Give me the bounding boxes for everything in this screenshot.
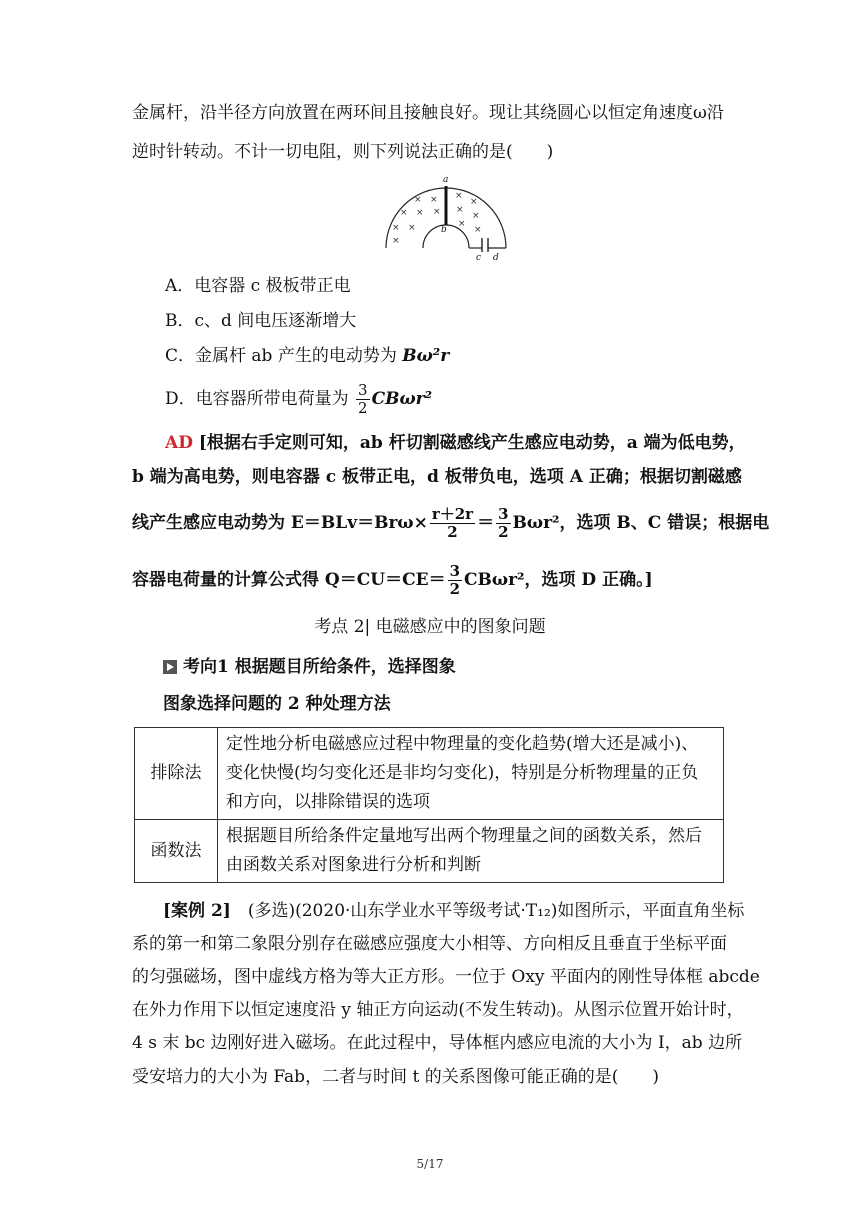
- triangle-bullet-icon: [163, 660, 177, 674]
- question-text-line-1: 金属杆，沿半径方向放置在两环间且接触良好。现让其绕圆心以恒定角速度ω沿: [132, 103, 724, 123]
- field-cross: ×: [472, 211, 480, 221]
- answer-line-3: 线产生感应电动势为 E＝BLv＝Brω× $\frac{r+2r}{2}$ ＝ $\frac{3}{2}$ Bωr²，选项 B、C 错误；根据电: [132, 505, 770, 541]
- method-name: 函数法: [135, 820, 218, 883]
- table-row: [135, 728, 724, 820]
- answer-line-2: b 端为高电势，则电容器 c 板带正电，d 板带负电，选项 A 正确；根据切割磁感: [132, 467, 742, 487]
- option-c: [165, 345, 449, 367]
- page-number: 5/17: [416, 1157, 444, 1171]
- label-c: c: [476, 253, 482, 262]
- field-cross: ×: [474, 225, 482, 235]
- question-text-line-2: 逆时针转动。不计一切电阻，则下列说法正确的是( ): [132, 142, 554, 162]
- label-d: d: [493, 253, 499, 262]
- option-a: A．电容器 c 极板带正电: [165, 276, 351, 296]
- case-line-2: 系的第一和第二象限分别存在磁感应强度大小相等、方向相反且垂直于坐标平面: [132, 934, 727, 954]
- option-b: B．c、d 间电压逐渐增大: [165, 311, 357, 331]
- option-d: [165, 382, 432, 417]
- answer-line-4: 容器电荷量的计算公式得 Q＝CU＝CE＝ $\frac{3}{2}$ CBωr²，选项 D 正确。]: [132, 562, 653, 598]
- answer-fraction-3: $\frac{3}{2}$: [449, 562, 461, 598]
- field-cross: ×: [400, 208, 408, 218]
- option-c-text: C．金属杆 ab 产生的电动势为: [165, 346, 403, 366]
- option-d-fraction: $\frac{3}{2}$: [358, 381, 368, 417]
- section-heading: 考点 2| 电磁感应中的图象问题: [314, 617, 546, 637]
- option-d-formula: CBωr²: [371, 389, 433, 409]
- field-cross: ×: [455, 191, 463, 201]
- answer-label: AD: [165, 433, 193, 453]
- case-line-4: 在外力作用下以恒定速度沿 y 轴正方向运动(不发生转动)。从图示位置开始计时，: [132, 1000, 744, 1020]
- field-cross: ×: [458, 219, 466, 229]
- topic-heading: 考向1 根据题目所给条件，选择图象: [163, 652, 456, 677]
- answer-fraction-1: $\frac{r+2r}{2}$: [431, 505, 474, 541]
- table-row: [135, 820, 724, 883]
- answer-text-1: [根据右手定则可知，ab 杆切割磁感线产生感应电动势，a 端为低电势，: [198, 433, 746, 453]
- case-label: [案例 2]: [163, 901, 231, 921]
- label-b: b: [441, 225, 447, 235]
- case-line-3: 的匀强磁场，图中虚线方格为等大正方形。一位于 Oxy 平面内的刚性导体框 abcde: [132, 967, 760, 987]
- ring-magnetic-field-figure: [378, 170, 514, 262]
- case-line-1: [案例 2] (多选)(2020·山东学业水平等级考试·T₁₂)如图所示，平面直角坐标: [163, 901, 745, 921]
- methods-subtitle: 图象选择问题的 2 种处理方法: [163, 694, 391, 714]
- method-description: 根据题目所给条件定量地写出两个物理量之间的函数关系，然后由函数关系对图象进行分析和判断: [218, 820, 724, 883]
- field-cross: ×: [430, 195, 438, 205]
- option-c-formula: Bω²r: [402, 346, 450, 366]
- answer-line-1: [165, 432, 746, 454]
- methods-table: [134, 727, 724, 883]
- option-d-text: D．电容器所带电荷量为: [165, 389, 355, 409]
- field-cross: ×: [414, 195, 422, 205]
- field-cross: ×: [408, 223, 416, 233]
- method-description: 定性地分析电磁感应过程中物理量的变化趋势(增大还是减小)、变化快慢(均匀变化还是非均匀变化)，特别是分析物理量的正负和方向，以排除错误的选项: [218, 728, 724, 820]
- answer-fraction-2: $\frac{3}{2}$: [498, 505, 509, 541]
- method-name: 排除法: [135, 728, 218, 820]
- field-cross: ×: [392, 223, 400, 233]
- case-line-5: 4 s 末 bc 边刚好进入磁场。在此过程中，导体框内感应电流的大小为 I，ab 边所: [132, 1033, 743, 1053]
- field-cross: ×: [470, 197, 478, 207]
- label-a: a: [443, 175, 449, 185]
- field-cross: ×: [456, 205, 464, 215]
- field-cross: ×: [392, 236, 400, 246]
- field-cross: ×: [416, 208, 424, 218]
- field-cross: ×: [433, 207, 441, 217]
- case-line-6: 受安培力的大小为 Fab，二者与时间 t 的关系图像可能正确的是( ): [132, 1067, 659, 1087]
